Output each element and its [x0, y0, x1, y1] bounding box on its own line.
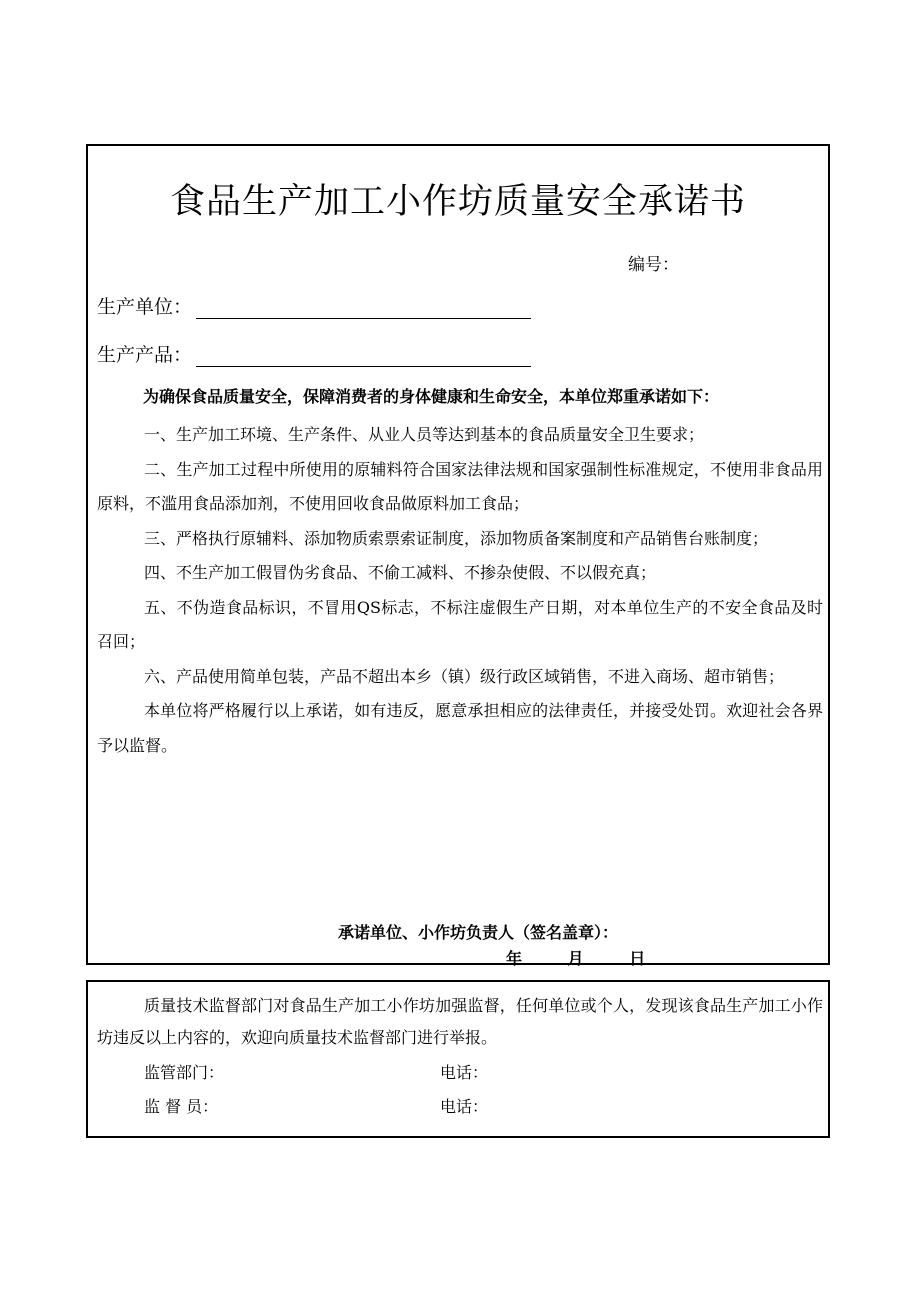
supervisor-label: 监 督 员：: [144, 1097, 219, 1116]
clause-5: 五、不伪造食品标识，不冒用QS标志，不标注虚假生产日期，对本单位生产的不安全食品及时召回；: [97, 597, 823, 651]
clause-2: 二、生产加工过程中所使用的原辅料符合国家法律法规和国家强制性标准规定，不使用非食品用原料，不滥用食品添加剂，不使用回收食品做原料加工食品；: [97, 459, 823, 513]
clause-4: 四、不生产加工假冒伪劣食品、不偷工减料、不掺杂使假、不以假充真；: [144, 563, 657, 582]
serial-number-label: 编号：: [628, 255, 679, 275]
closing-statement: 本单位将严格履行以上承诺，如有违反，愿意承担相应的法律责任，并接受处罚。欢迎社会各界予以监督。: [97, 701, 823, 755]
clause-1: 一、生产加工环境、生产条件、从业人员等达到基本的食品质量安全卫生要求；: [144, 425, 705, 444]
production-unit-label: 生产单位：: [97, 296, 193, 318]
supervision-box: [86, 980, 830, 1138]
clause-3: 三、严格执行原辅料、添加物质索票索证制度，添加物质备案制度和产品销售台账制度；: [144, 528, 769, 548]
date-day: 日: [629, 949, 646, 968]
date-month: 月: [567, 949, 584, 968]
production-unit-blank[interactable]: [196, 294, 531, 319]
production-product-label: 生产产品：: [97, 344, 193, 366]
date-line: [506, 946, 645, 969]
commitment-box: [86, 144, 830, 968]
signer-label: 承诺单位、小作坊负责人（签名盖章）：: [338, 923, 619, 942]
supervising-dept-label: 监管部门：: [144, 1063, 225, 1082]
production-product-blank[interactable]: [196, 342, 531, 367]
supervision-notice: [97, 990, 823, 1054]
production-product-field: [97, 340, 531, 367]
document-title: 食品生产加工小作坊质量安全承诺书: [169, 182, 746, 222]
commitment-clauses: [97, 418, 823, 763]
clause-6: 六、产品使用简单包装，产品不超出本乡（镇）级行政区域销售，不进入商场、超市销售；: [144, 666, 785, 686]
supervisor-phone-label: 电话：: [440, 1097, 489, 1116]
date-year: 年: [506, 949, 523, 968]
dept-phone-label: 电话：: [440, 1063, 489, 1082]
intro-statement: 为确保食品质量安全，保障消费者的身体健康和生命安全，本单位郑重承诺如下：: [143, 387, 720, 406]
production-unit-field: [97, 292, 531, 319]
supervision-notice-text: 质量技术监督部门对食品生产加工小作坊加强监督，任何单位或个人，发现该食品生产加工小作坊违反以上内容的，欢迎向质量技术监督部门进行举报。: [97, 996, 823, 1047]
